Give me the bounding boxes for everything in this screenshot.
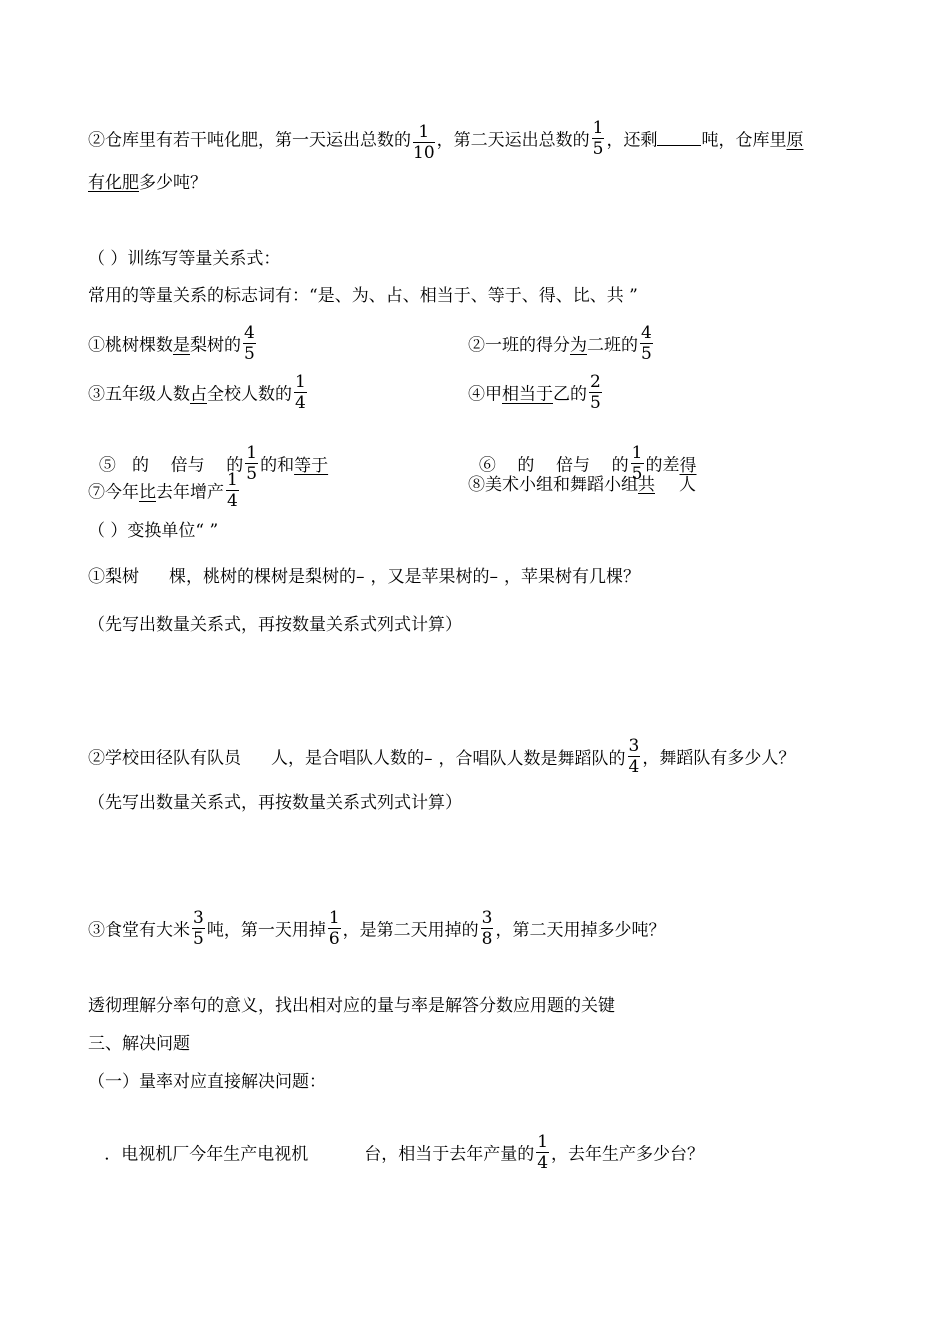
problem-rice: ③食堂有大米 $\frac{3}{5}$ 吨，第一天用掉 $\frac{1}{6}$ ，是第二天用掉的 $\frac{3}{8}$ ，第二天用掉多少吨？ (88, 908, 666, 949)
relation-item-8: ⑧美术小组和舞蹈小组共 人 (468, 475, 696, 495)
key-note: 透彻理解分率句的意义，找出相对应的量与率是解答分数应用题的关键 (88, 996, 615, 1016)
fraction: $\frac{1}{10}$ (413, 122, 435, 163)
fraction: $\frac{3}{5}$ (193, 908, 204, 949)
relation-item-5: ⑤ 的 倍与 的 $\frac{1}{5}$ 的和等于 (98, 443, 329, 484)
subsection-title: （一）量率对应直接解决问题： (88, 1072, 326, 1092)
section-title-change-unit: （ ）变换单位“ ” (88, 521, 219, 541)
fraction: $\frac{4}{5}$ (641, 323, 652, 364)
hint-1: （先写出数量关系式，再按数量关系式列式计算） (88, 615, 462, 635)
answer-blank (657, 129, 701, 146)
relation-item-7: ⑦今年比去年增产 $\frac{1}{4}$ (88, 470, 238, 511)
relation-item-1: ①桃树棵数是梨树的 $\frac{4}{5}$ (88, 323, 255, 364)
problem-pear-trees: ①梨树 棵，桃树的棵树是梨树的– ，又是苹果树的– ，苹果树有几棵？ (88, 567, 640, 587)
relation-item-4: ④甲相当于乙的 $\frac{2}{5}$ (468, 372, 601, 413)
fraction: $\frac{2}{5}$ (590, 372, 601, 413)
problem-tv-factory: ．电视机厂今年生产电视机 台，相当于去年产量的 $\frac{1}{4}$ ，去年生产多少台？ (98, 1132, 705, 1173)
fraction: $\frac{1}{4}$ (295, 372, 306, 413)
section-title-equality: （ ）训练写等量关系式： (88, 249, 281, 269)
fraction: $\frac{1}{5}$ (631, 443, 643, 484)
fraction: $\frac{1}{5}$ (246, 443, 258, 484)
keywords-intro: 常用的等量关系的标志词有：“是、为、占、相当于、等于、得、比、共 ” (88, 286, 638, 306)
relation-item-3: ③五年级人数占全校人数的 $\frac{1}{4}$ (88, 372, 306, 413)
fraction: $\frac{3}{8}$ (481, 908, 493, 949)
fraction: $\frac{3}{4}$ (628, 736, 640, 777)
fraction: $\frac{4}{5}$ (244, 323, 255, 364)
relation-item-2: ②一班的得分为二班的 $\frac{4}{5}$ (468, 323, 652, 364)
fraction: $\frac{1}{4}$ (227, 470, 238, 511)
relation-item-6: ⑥ 的 倍与 的 $\frac{1}{5}$ 的差得 (478, 443, 697, 484)
problem-warehouse-line1: ②仓库里有若干吨化肥，第一天运出总数的 $\frac{1}{10}$ ，第二天运出总数的 $\frac{1}{5}$ ，还剩 吨，仓库里原 (88, 118, 804, 163)
fraction: $\frac{1}{5}$ (592, 118, 604, 159)
problem-warehouse-line2: 有化肥多少吨？ (88, 173, 207, 193)
fraction: $\frac{1}{4}$ (537, 1132, 549, 1173)
hint-2: （先写出数量关系式，再按数量关系式列式计算） (88, 793, 462, 813)
fraction: $\frac{1}{6}$ (328, 908, 340, 949)
problem-track-team: ②学校田径队有队员 人，是合唱队人数的– ，合唱队人数是舞蹈队的 $\frac{3}{4}$ ，舞蹈队有多少人？ (88, 736, 796, 777)
section-title-solve: 三、解决问题 (88, 1034, 190, 1054)
